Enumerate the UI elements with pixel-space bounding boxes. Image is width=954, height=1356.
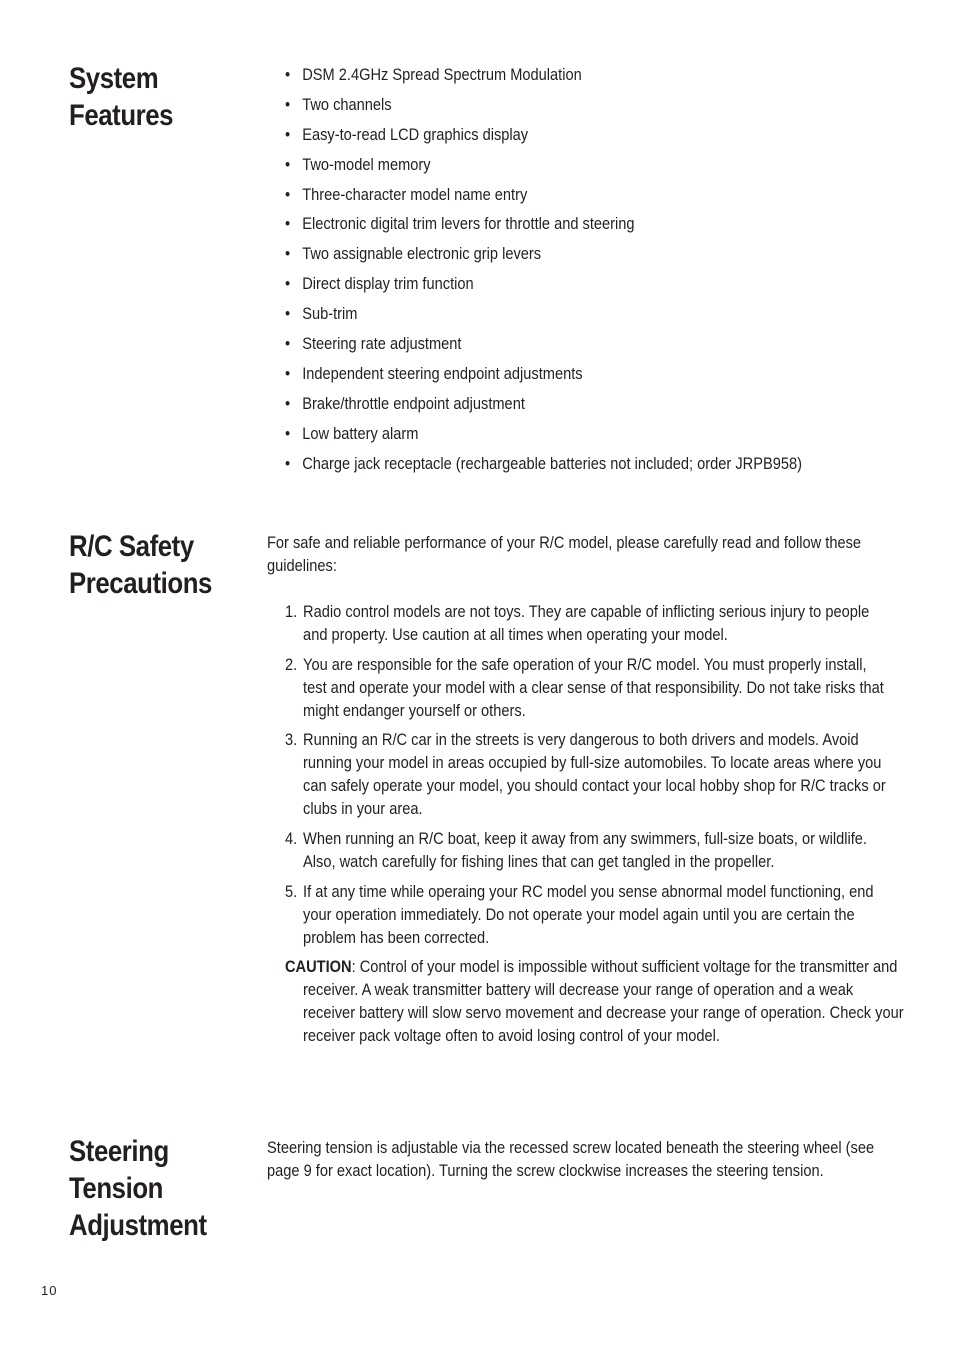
feature-text: Charge jack receptacle (rechargeable batteries not included; order JRPB958) [302, 453, 802, 473]
caution-label: CAUTION [285, 957, 352, 976]
caution-paragraph [285, 955, 905, 1047]
bullet-icon: • [285, 453, 291, 473]
safety-item-text: Running an R/C car in the streets is very dangerous to both drivers and models. Avoid running your model in areas occupied by full-size automobiles. To locate areas where you can safely operate your model, you should contact your local hobby shop for R/C tracks or clubs in your area. [303, 730, 886, 819]
bullet-icon: • [285, 184, 291, 204]
section-title-system-features [69, 60, 173, 134]
item-number: 4. [285, 829, 298, 849]
bullet-icon: • [285, 244, 291, 264]
feature-list-item [285, 241, 870, 271]
bullet-icon: • [285, 363, 291, 383]
section-title-steering-tension [69, 1133, 207, 1244]
feature-text: Electronic digital trim levers for throttle and steering [302, 214, 635, 234]
feature-text: Two-model memory [302, 154, 431, 174]
item-number: 1. [285, 602, 298, 621]
safety-item-text: When running an R/C boat, keep it away from any swimmers, full-size boats, or wildlife. Also, watch carefully for fishing lines that can get tangled in the propeller. [303, 829, 867, 872]
feature-text: Two channels [302, 94, 392, 114]
feature-list-item [285, 62, 870, 92]
feature-list-item [285, 122, 870, 152]
feature-text: Independent steering endpoint adjustments [302, 363, 583, 383]
section-title-safety-precautions [69, 528, 212, 602]
item-number: 3. [285, 730, 298, 750]
title-line: Tension [69, 1172, 163, 1205]
feature-text: DSM 2.4GHz Spread Spectrum Modulation [302, 65, 582, 84]
bullet-icon: • [285, 423, 291, 443]
feature-list-item [285, 271, 870, 301]
bullet-icon: • [285, 94, 291, 114]
safety-list-item [285, 728, 887, 820]
safety-item-text: If at any time while operaing your RC model you sense abnormal model functioning, end your operation immediately. Do not operate your model again until you are certain the problem has been corrected. [303, 881, 874, 947]
item-number: 2. [285, 654, 298, 674]
feature-list-item [285, 182, 870, 212]
feature-list-item [285, 211, 870, 241]
title-line: R/C Safety [69, 530, 194, 563]
bullet-icon: • [285, 393, 291, 413]
feature-text: Sub-trim [302, 304, 358, 324]
title-line: Steering [69, 1135, 169, 1168]
bullet-icon: • [285, 154, 291, 174]
feature-list-item [285, 421, 870, 451]
safety-list-item [285, 827, 887, 873]
safety-item-text: Radio control models are not toys. They are capable of inflicting serious injury to people and property. Use caution at all times when operating your model. [303, 602, 870, 644]
feature-text: Low battery alarm [302, 423, 419, 443]
title-line: Precautions [69, 567, 212, 600]
title-line: Features [69, 99, 174, 132]
bullet-icon: • [285, 214, 291, 234]
feature-text: Steering rate adjustment [302, 334, 462, 354]
feature-text: Three-character model name entry [302, 184, 528, 204]
bullet-icon: • [285, 124, 291, 144]
safety-list [285, 600, 887, 955]
caution-text: : Control of your model is impossible without sufficient voltage for the transmitter and receiver. A weak transmitter battery will decrease your range of operation and a weak receiver battery will slow servo movement and decrease your range of operation. Check your receiver pack voltage often to avoid losing control of your model. [303, 957, 904, 1045]
feature-text: Brake/throttle endpoint adjustment [302, 393, 525, 413]
safety-intro-paragraph: For safe and reliable performance of your R/C model, please carefully read and follow these guidelines: [267, 533, 862, 575]
bullet-icon: • [285, 334, 291, 354]
safety-list-item [285, 653, 887, 722]
item-number: 5. [285, 881, 298, 901]
bullet-icon: • [285, 65, 291, 84]
steering-paragraph: Steering tension is adjustable via the recessed screw located beneath the steering wheel (see page 9 for exact location). Turning the screw clockwise increases the steering tension. [267, 1138, 875, 1180]
feature-text: Two assignable electronic grip levers [302, 244, 542, 264]
safety-list-item [285, 880, 887, 949]
feature-list-item [285, 361, 870, 391]
bullet-icon: • [285, 304, 291, 324]
features-list [285, 62, 870, 480]
safety-list-item [285, 600, 887, 646]
feature-list-item [285, 301, 870, 331]
feature-list-item [285, 92, 870, 122]
feature-list-item [285, 391, 870, 421]
bullet-icon: • [285, 274, 291, 294]
page-number: 10 [41, 1283, 58, 1298]
title-line: Adjustment [69, 1209, 207, 1242]
feature-list-item [285, 331, 870, 361]
feature-list-item [285, 152, 870, 182]
safety-item-text: You are responsible for the safe operation of your R/C model. You must properly install, test and operate your model with a clear sense of that responsibility. Do not take risks that might endanger yourself or others. [303, 654, 884, 720]
feature-list-item [285, 451, 870, 481]
feature-text: Easy-to-read LCD graphics display [302, 124, 529, 144]
title-line: System [69, 62, 159, 95]
feature-text: Direct display trim function [302, 274, 474, 294]
